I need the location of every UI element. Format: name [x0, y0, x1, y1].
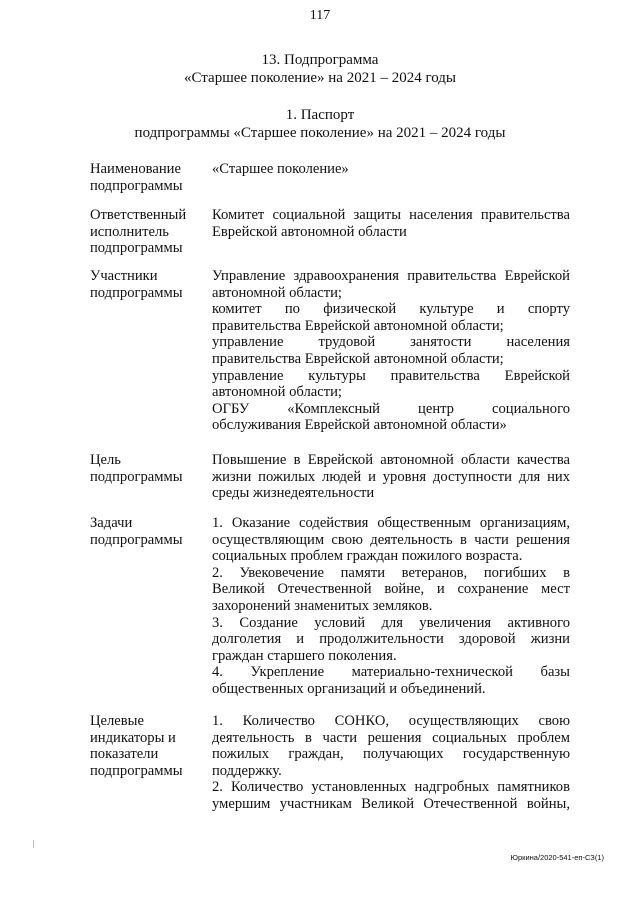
value-line: правительства Еврейской автономной области; — [212, 317, 504, 334]
value-line: поддержку. — [212, 762, 282, 779]
value-line: «Старшее поколение» — [212, 161, 349, 177]
subprogram-title-line-2: «Старшее поколение» на 2021 – 2024 годы — [183, 70, 457, 86]
row-label — [90, 268, 202, 301]
value-line: общественных организаций и объединений. — [212, 680, 486, 697]
value-line: 4. Укрепление материально-технической базы — [212, 664, 570, 681]
value-line: Великой Отечественной войне, и сохранение мест — [212, 581, 570, 598]
value-line: Комитет социальной защиты населения правительства — [212, 207, 570, 223]
label-line: подпрограммы — [90, 240, 183, 257]
label-line: индикаторы и — [90, 729, 176, 746]
label-line: Наименование — [90, 161, 181, 177]
value-line: жизни пожилых людей и уровня доступности для них — [212, 468, 570, 485]
value-line: 1. Количество СОНКО, осуществляющих свою — [212, 713, 570, 729]
passport-heading-line-1: 1. Паспорт — [285, 107, 355, 123]
value-line: умершим участникам Великой Отечественной войны, — [212, 795, 570, 812]
value-line: 2. Количество установленных надгробных памятников — [212, 779, 570, 796]
page-number: 117 — [309, 8, 331, 23]
value-line: 1. Оказание содействия общественным организациям, — [212, 515, 570, 531]
label-line: подпрограммы — [90, 468, 183, 485]
value-line: Еврейской автономной области — [212, 223, 407, 240]
row-value — [212, 207, 570, 240]
value-line: правительства Еврейской автономной области; — [212, 350, 504, 367]
value-line: обслуживания Еврейской автономной области» — [212, 417, 507, 434]
value-line: комитет по физической культуре и спорту — [212, 301, 570, 318]
value-line: автономной области; — [212, 284, 342, 301]
label-line: исполнитель — [90, 223, 169, 240]
row-label — [90, 515, 202, 548]
value-line: среды жизнедеятельности — [212, 485, 375, 502]
subprogram-title — [0, 51, 640, 87]
label-line: Ответственный — [90, 207, 187, 223]
value-line: осуществляющим свою деятельность в части решения — [212, 531, 570, 548]
document-code: Юркина/2020-541-еп-СЗ(1) — [510, 853, 604, 862]
value-line: автономной области; — [212, 384, 342, 401]
label-line: Участники — [90, 268, 158, 284]
value-line: социальных проблем граждан пожилого возраста. — [212, 548, 523, 565]
value-line: управление трудовой занятости населения — [212, 334, 570, 351]
value-line: 3. Создание условий для увеличения активного — [212, 614, 570, 631]
subprogram-title-line-1: 13. Подпрограмма — [261, 52, 379, 68]
value-line: граждан старшего поколения. — [212, 647, 397, 664]
label-line: Задачи — [90, 515, 133, 531]
row-label — [90, 452, 202, 485]
row-value — [212, 452, 570, 502]
label-line: подпрограммы — [90, 531, 183, 548]
passport-heading — [0, 106, 640, 142]
label-line: подпрограммы — [90, 284, 183, 301]
value-line: долголетия и продолжительности здоровой жизни — [212, 631, 570, 648]
value-line: деятельность в части решения социальных проблем — [212, 729, 570, 746]
value-line: ОГБУ «Комплексный центр социального — [212, 400, 570, 417]
label-line: Цель — [90, 452, 121, 468]
value-line: управление культуры правительства Еврейской — [212, 367, 570, 384]
value-line: 2. Увековечение памяти ветеранов, погибших в — [212, 564, 570, 581]
label-line: показатели — [90, 746, 159, 763]
value-line: захоронений знаменитых земляков. — [212, 597, 433, 614]
value-line: Управление здравоохранения правительства Еврейской — [212, 268, 570, 284]
label-line: Целевые — [90, 713, 144, 729]
label-line: подпрограммы — [90, 762, 183, 779]
passport-heading-line-2: подпрограммы «Старшее поколение» на 2021 – 2024 годы — [134, 125, 506, 141]
label-line: подпрограммы — [90, 177, 183, 194]
row-value — [212, 268, 570, 434]
scan-margin-mark — [33, 840, 34, 848]
value-line: Повышение в Еврейской автономной области качества — [212, 452, 570, 468]
row-value — [212, 515, 570, 698]
row-value — [212, 713, 570, 813]
row-value — [212, 161, 570, 178]
row-label — [90, 713, 202, 779]
value-line: пожилых граждан, получающих государственную — [212, 746, 570, 763]
row-label — [90, 161, 202, 194]
row-label — [90, 207, 202, 257]
